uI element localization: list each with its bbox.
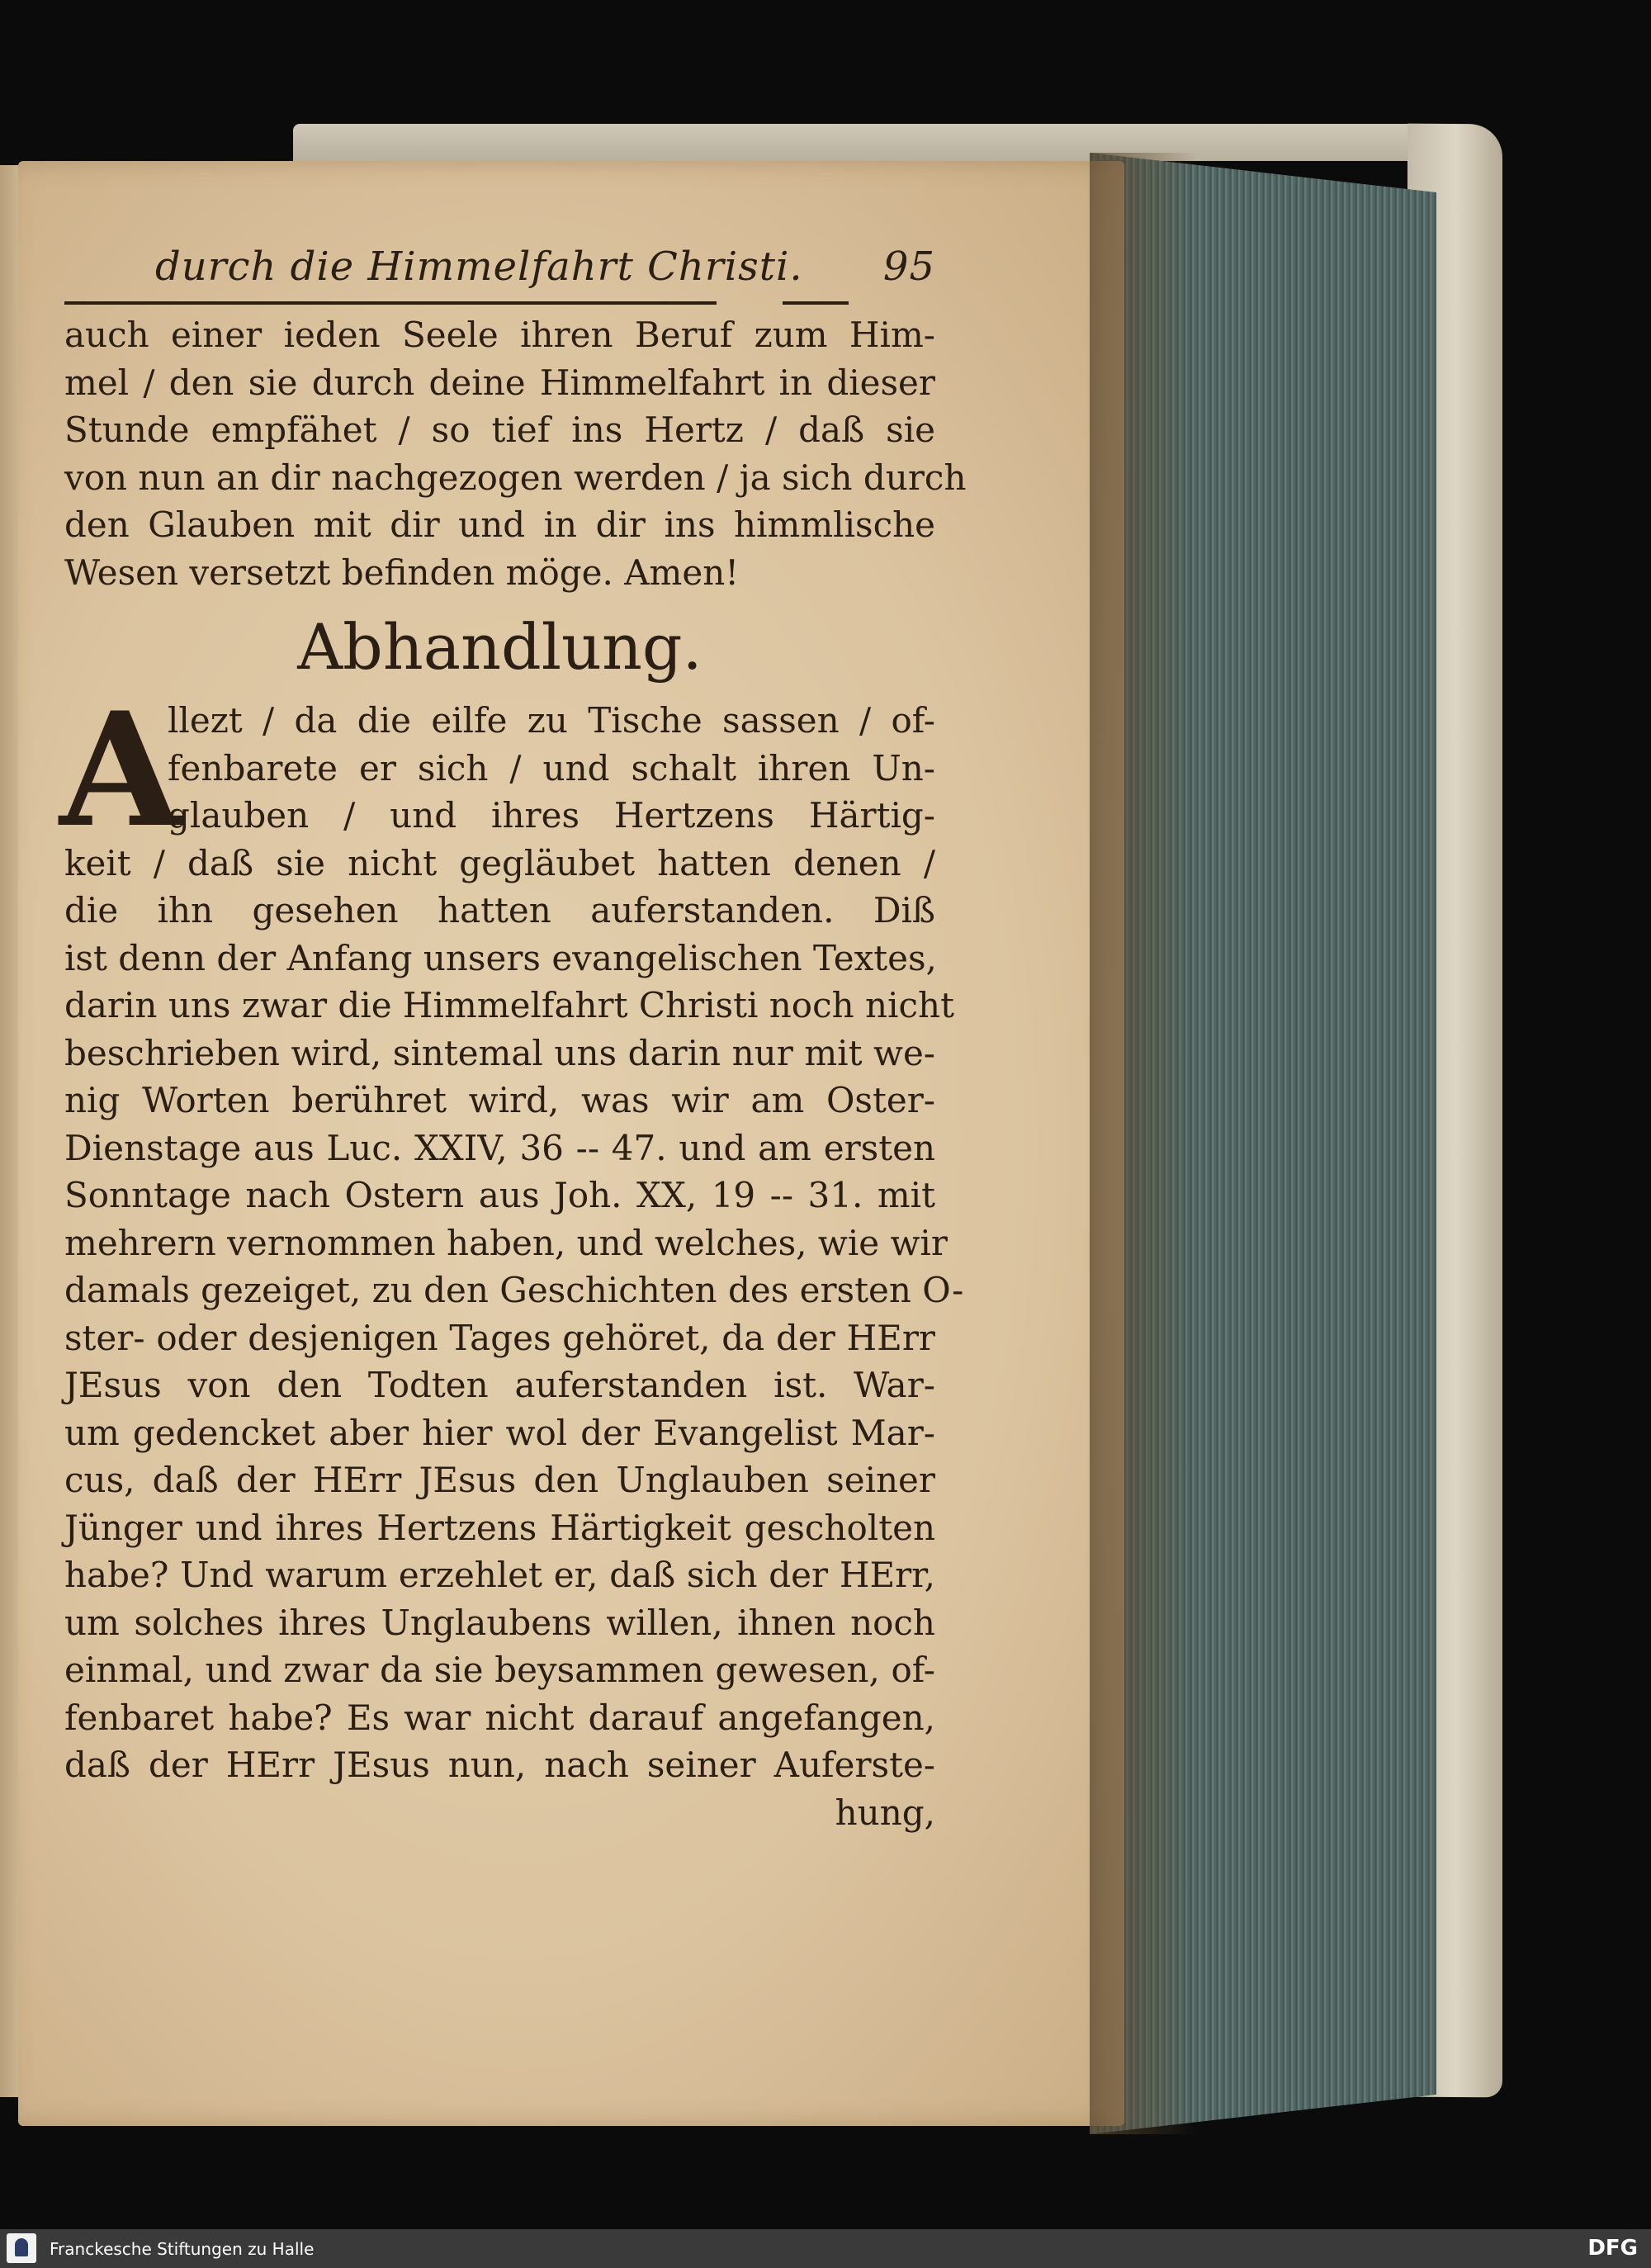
header-rule xyxy=(64,301,935,305)
text-line: glauben / und ihres Hertzens Härtig- xyxy=(168,795,935,836)
page-text xyxy=(59,244,967,1836)
text-line: Sonntage nach Ostern aus Joh. XX, 19 -- 31. mit xyxy=(64,1175,935,1215)
viewer-footer xyxy=(0,2229,1651,2268)
text-line: llezt / da die eilfe zu Tische sassen / of- xyxy=(168,700,935,741)
text-line: Dienstage aus Luc. XXIV, 36 -- 47. und am ersten xyxy=(64,1127,935,1168)
text-line: fenbaret habe? Es war nicht darauf angefangen, xyxy=(64,1697,935,1738)
text-line: den Glauben mit dir und in dir ins himmlische xyxy=(64,504,935,545)
text-line: Jünger und ihres Hertzens Härtigkeit gescholten xyxy=(64,1507,935,1548)
text-line: daß der HErr JEsus nun, nach seiner Auferste- xyxy=(64,1745,935,1785)
text-line: auch einer ieden Seele ihren Beruf zum Him- xyxy=(64,315,935,355)
text-line: Wesen versetzt befinden möge. Amen! xyxy=(64,552,740,593)
text-line: einmal, und zwar da sie beysammen gewesen, of- xyxy=(64,1650,935,1690)
header-rule-right xyxy=(783,301,849,305)
text-line: mel / den sie durch deine Himmelfahrt in dieser xyxy=(64,362,935,403)
text-line: JEsus von den Todten auferstanden ist. War- xyxy=(64,1365,935,1405)
text-line: damals gezeiget, zu den Geschichten des ersten O- xyxy=(64,1270,964,1310)
section-heading: Abhandlung. xyxy=(297,610,703,684)
running-header xyxy=(64,244,935,290)
institution-name[interactable]: Franckesche Stiftungen zu Halle xyxy=(50,2239,315,2259)
text-line: mehrern vernommen haben, und welches, wie wir xyxy=(64,1222,948,1263)
text-line: fenbarete er sich / und schalt ihren Un- xyxy=(168,747,935,788)
book-cover-top xyxy=(293,124,1457,161)
institution-logo-icon xyxy=(7,2233,36,2263)
text-line: ist denn der Anfang unsers evangelischen Textes, xyxy=(64,937,937,978)
text-line: Stunde empfähet / so tief ins Hertz / daß sie xyxy=(64,410,935,450)
drop-cap: A xyxy=(59,678,182,862)
gutter-shadow xyxy=(1090,153,1197,2134)
page-number: 95 xyxy=(882,244,935,290)
text-line: um solches ihres Unglaubens willen, ihnen noch xyxy=(64,1602,935,1643)
text-line: nig Worten berühret wird, was wir am Oster- xyxy=(64,1080,935,1120)
dfg-logo: DFG xyxy=(1587,2236,1638,2261)
running-head: durch die Himmelfahrt Christi. xyxy=(155,244,803,290)
text-line: keit / daß sie nicht gegläubet hatten denen / xyxy=(64,842,935,883)
catchword: hung, xyxy=(835,1792,935,1833)
header-rule-left xyxy=(64,301,717,305)
text-line: von nun an dir nachgezogen werden / ja sich durch xyxy=(64,457,967,498)
text-line: cus, daß der HErr JEsus den Unglauben seiner xyxy=(64,1460,935,1500)
text-line: die ihn gesehen hatten auferstanden. Diß xyxy=(64,890,935,930)
text-line: um gedencket aber hier wol der Evangelist Mar- xyxy=(64,1412,935,1453)
text-line: darin uns zwar die Himmelfahrt Christi noch nicht xyxy=(64,985,954,1025)
paragraph-body xyxy=(59,678,964,1789)
text-line: beschrieben wird, sintemal uns darin nur mit we- xyxy=(64,1032,935,1073)
paragraph-prayer xyxy=(64,311,967,596)
text-line: habe? Und warum erzehlet er, daß sich der HErr, xyxy=(64,1555,935,1595)
text-line: ster- oder desjenigen Tages gehöret, da der HErr xyxy=(64,1317,935,1358)
